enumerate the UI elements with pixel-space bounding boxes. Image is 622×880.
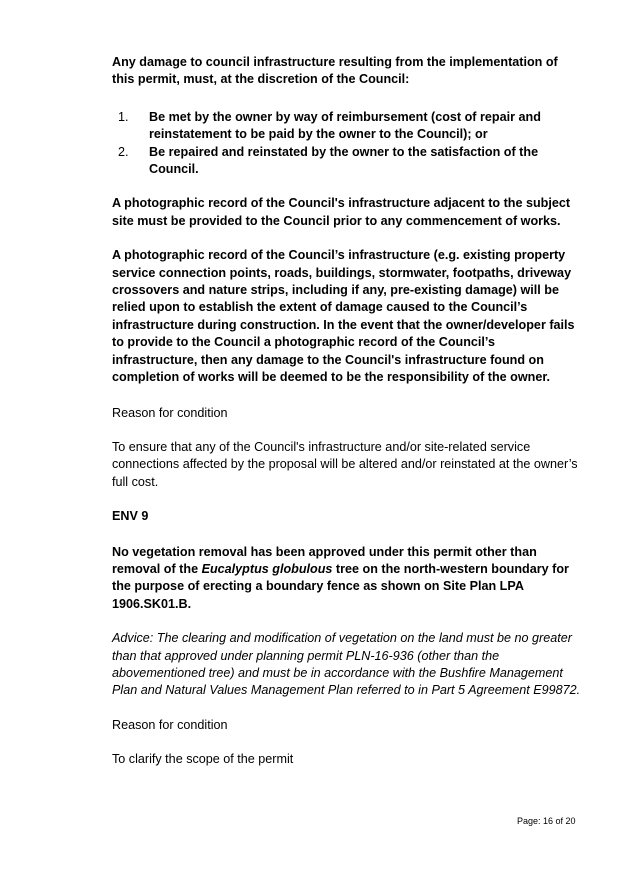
reason-label: Reason for condition	[112, 405, 228, 420]
page-number: Page: 16 of 20	[517, 816, 576, 826]
intro-paragraph: Any damage to council infrastructure resulting from the implementation of this permit, must, at the discretion of the Council:	[112, 55, 558, 87]
list-item	[112, 109, 582, 144]
list-item	[112, 144, 582, 179]
species-name: Eucalyptus globulous	[201, 561, 333, 576]
reason-text: To ensure that any of the Council's infrastructure and/or site-related service connections affected by the proposal will be altered and/or reinstated at the owner’s full cost.	[112, 439, 578, 489]
reimbursement-list	[112, 109, 582, 179]
list-item-number: 1.	[118, 109, 129, 124]
advice-paragraph: Advice: The clearing and modification of vegetation on the land must be no greater than that approved under planning permit PLN-16-936 (other than the abovementioned tree) and must be in accordance with the Bushfire Management Plan and Natural Values Management Plan referred to in Part 5 Agreement E99872.	[112, 631, 581, 698]
photographic-record-paragraph: A photographic record of the Council's infrastructure adjacent to the subject site must be provided to the Council prior to any commencement of works.	[112, 196, 571, 228]
vegetation-text-end: tree on the north-western boundary for the purpose of erecting a boundary fence as shown on Site Plan LPA 1906.SK01.B.	[112, 561, 569, 611]
list-item-text: Be repaired and reinstated by the owner to the satisfaction of the Council.	[149, 144, 539, 177]
vegetation-text-start: No vegetation removal has been approved under this permit other than removal of the	[112, 544, 537, 576]
document-page	[112, 54, 582, 769]
list-item-number: 2.	[118, 144, 129, 159]
reason-label: Reason for condition	[112, 717, 228, 732]
condition-heading: ENV 9	[112, 509, 149, 524]
photographic-record-detail-paragraph: A photographic record of the Council’s infrastructure (e.g. existing property service connection points, roads, buildings, stormwater, footpaths, driveway crossovers and nature strips, including if any, pre-existing damage) will be relied upon to establish the extent of damage caused to the Council’s infrastructure during construction. In the event that the owner/developer fails to provide to the Council a photographic record of the Council’s infrastructure, then any damage to the Council's infrastructure found on completion of works will be deemed to be the responsibility of the owner.	[112, 248, 575, 385]
list-item-text: Be met by the owner by way of reimbursement (cost of repair and reinstatement to be paid by the owner to the Council); or	[149, 109, 541, 142]
reason-text: To clarify the scope of the permit	[112, 752, 294, 767]
vegetation-condition-paragraph	[112, 544, 582, 614]
